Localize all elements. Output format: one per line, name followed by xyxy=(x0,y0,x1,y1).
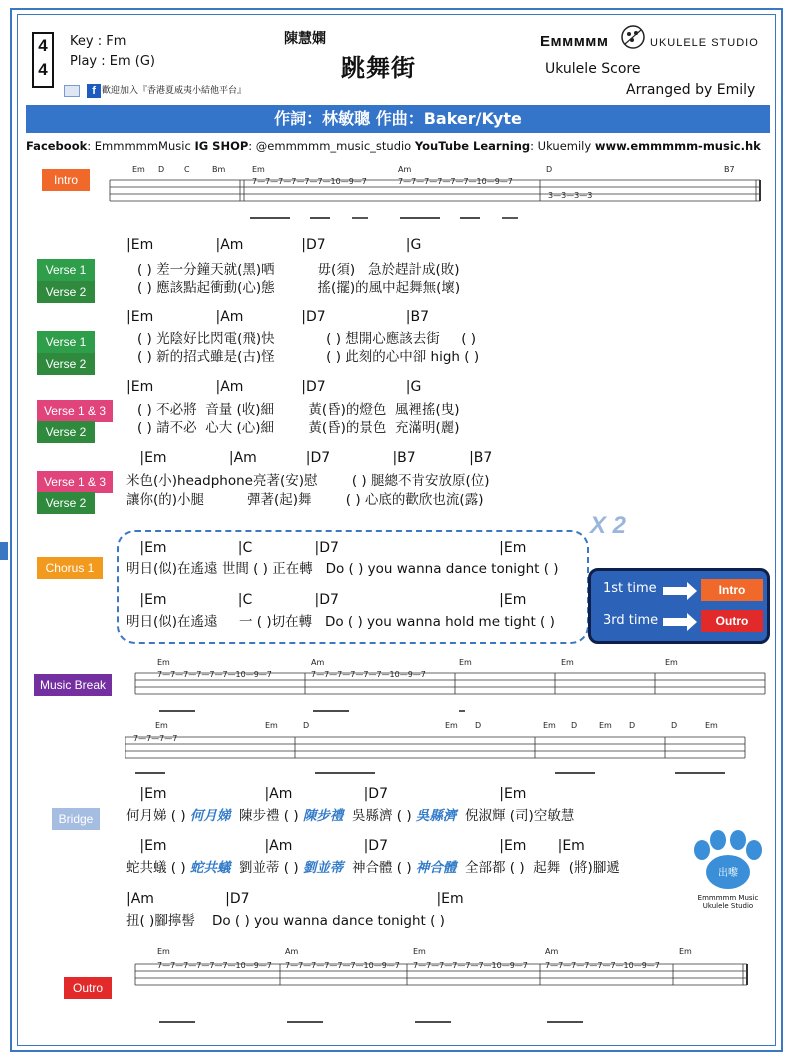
artist-name: 陳慧嫻 xyxy=(284,31,326,47)
verse2-label: Verse 2 xyxy=(37,353,95,375)
tab-run: 7—7—7—7—7—7—10—9—7 xyxy=(413,961,528,970)
tab-chord: Bm xyxy=(212,165,226,174)
bridge-b-line xyxy=(126,856,620,876)
intro-label: Intro xyxy=(42,169,90,191)
intro-jump-button[interactable]: Intro xyxy=(701,579,763,601)
verse2-label: Verse 2 xyxy=(37,421,95,443)
bridge-b-text: 蛇共蟻 ( ) xyxy=(126,860,190,876)
bridge-a-text: 吳縣濟 ( ) xyxy=(343,808,416,824)
tab-chord: D xyxy=(303,721,310,730)
tab-chord: Am xyxy=(285,947,299,956)
tab-chord: Em xyxy=(265,721,278,730)
tab-run: 7—7—7—7 xyxy=(133,734,178,743)
verse-d-line2: 讓你(的)小腿 彈著(起)舞 ( ) 心底的歡欣也流(露) xyxy=(126,492,484,508)
verse1-label: Verse 1 xyxy=(37,259,95,281)
bridge-a-chords: |Em |Am |D7 |Em xyxy=(126,786,527,802)
ukulele-score-label: Ukulele Score xyxy=(545,61,641,77)
bridge-a-text: 陳步禮 ( ) xyxy=(230,808,303,824)
time-signature xyxy=(32,32,54,88)
time-sig-bottom: 4 xyxy=(38,60,48,79)
verse-b-line1: ( ) 光陰好比閃電(飛)快 ( ) 想開心應該去街 ( ) xyxy=(137,331,477,347)
bridge-c-line: 扭( )腳擰髻 Do ( ) you wanna dance tonight ( ) xyxy=(126,913,445,929)
bridge-c-chords: |Am |D7 |Em xyxy=(126,891,464,907)
outro-label: Outro xyxy=(64,977,112,999)
tab-run: 7—7—7—7—7—7—10—9—7 xyxy=(157,670,272,679)
verse-a-line1: ( ) 差一分鐘天就(黑)哂 毋(須) 急於趕計成(敗) xyxy=(137,262,460,278)
verse-c-chords: |Em |Am |D7 |G xyxy=(126,379,422,395)
bridge-a-text: 倪淑輝 (司)空敏慧 xyxy=(456,808,575,824)
ukulele-logo-icon xyxy=(620,24,646,54)
key-label: Key : Fm xyxy=(70,34,127,49)
first-time-label: 1st time xyxy=(603,581,657,596)
tab-chord: B7 xyxy=(724,165,735,174)
verse-a-line2: ( ) 應該點起衝動(心)態 搖(擺)的風中起舞無(壞) xyxy=(137,280,461,296)
verse13-label: Verse 1 & 3 xyxy=(37,400,113,422)
tab-chord: Em xyxy=(543,721,556,730)
verse1-label: Verse 1 xyxy=(37,331,95,353)
verse-a-chords: |Em |Am |D7 |G xyxy=(126,237,422,253)
time-sig-top: 4 xyxy=(38,36,48,55)
brand-studio: UKULELE STUDIO xyxy=(650,37,759,49)
music-break-label: Music Break xyxy=(34,674,112,696)
verse2-label: Verse 2 xyxy=(37,281,95,303)
paw-studio: Ukulele Studio xyxy=(702,902,754,910)
tab-chord: Em xyxy=(599,721,612,730)
chorus-a-line: 明日(似)在遙遠 世間 ( ) 正在轉 Do ( ) you wanna dance tonight ( ) xyxy=(126,561,559,577)
verse-d-chords: |Em |Am |D7 |B7 |B7 xyxy=(126,450,493,466)
intro-tab-staff xyxy=(100,160,770,228)
ig-value[interactable]: : @emmmmm_music_studio xyxy=(248,139,415,153)
fb-label: Facebook xyxy=(26,139,88,153)
bridge-b-text: 神合體 ( ) xyxy=(343,860,416,876)
bridge-a-line xyxy=(126,804,574,824)
website-link[interactable]: www.emmmmm-music.hk xyxy=(594,139,761,153)
bridge-a-name: 吳縣濟 xyxy=(415,808,457,824)
verse13-label: Verse 1 & 3 xyxy=(37,471,113,493)
verse-c-line2: ( ) 請不必 心大 (心)細 黃(昏)的景色 充滿明(麗) xyxy=(137,420,460,436)
tab-chord: Em xyxy=(157,658,170,667)
tab-run: 7—7—7—7—7—7—10—9—7 xyxy=(252,177,367,186)
paw-brand: Emmmmm Music xyxy=(697,894,759,902)
bridge-label: Bridge xyxy=(52,808,100,830)
verse-b-chords: |Em |Am |D7 |B7 xyxy=(126,309,430,325)
tab-chord: Em xyxy=(459,658,472,667)
tab-run: 7—7—7—7—7—7—10—9—7 xyxy=(285,961,400,970)
tab-chord: D xyxy=(158,165,165,174)
tab-run: 3—3—3—3 xyxy=(548,191,593,200)
chorus-b-chords: |Em |C |D7 |Em xyxy=(126,592,527,608)
side-tab-marker xyxy=(0,542,8,560)
bridge-a-name: 陳步禮 xyxy=(302,808,344,824)
verse-c-line1: ( ) 不必將 音量 (收)細 黃(昏)的燈色 風裡搖(曳) xyxy=(137,402,460,418)
join-group-text: 歡迎加入『香港夏威夷小結他平台』 xyxy=(102,86,247,96)
verse2-label: Verse 2 xyxy=(37,492,95,514)
bridge-b-name: 蛇共蟻 xyxy=(189,860,231,876)
brand-name: Eᴍᴍᴍᴍᴍ xyxy=(540,33,609,50)
third-time-label: 3rd time xyxy=(603,613,659,628)
tab-chord: Em xyxy=(679,947,692,956)
verse-b-line2: ( ) 新的招式雖是(古)怪 ( ) 此刻的心中卻 high ( ) xyxy=(137,349,480,365)
paw-text: 出嚟 xyxy=(718,868,738,879)
social-icons xyxy=(64,80,103,99)
music-break-tab-staff xyxy=(125,655,770,777)
arranged-by: Arranged by Emily xyxy=(626,82,756,98)
tab-chord: Em xyxy=(445,721,458,730)
bridge-a-name: 何月娣 xyxy=(189,808,231,824)
tab-run: 7—7—7—7—7—7—10—9—7 xyxy=(398,177,513,186)
arrow-right-icon xyxy=(663,618,689,626)
contact-info xyxy=(26,139,761,153)
bridge-b-chords: |Em |Am |D7 |Em |Em xyxy=(126,838,585,854)
song-title: 跳舞街 xyxy=(341,54,416,82)
paw-icon xyxy=(688,830,768,890)
tab-chord: Em xyxy=(157,947,170,956)
tab-chord: Em xyxy=(132,165,145,174)
tab-chord: Em xyxy=(705,721,718,730)
chorus-a-chords: |Em |C |D7 |Em xyxy=(126,540,527,556)
play-label: Play : Em (G) xyxy=(70,54,155,69)
repeat-navigation-box xyxy=(588,568,770,644)
ig-label: IG SHOP xyxy=(194,139,249,153)
chorus1-label: Chorus 1 xyxy=(37,557,103,579)
tab-chord: Am xyxy=(311,658,325,667)
tab-chord: Em xyxy=(413,947,426,956)
bridge-b-text: 劉並蒂 ( ) xyxy=(230,860,303,876)
repeat-x2: X 2 xyxy=(590,512,627,539)
tab-chord: Em xyxy=(561,658,574,667)
bridge-b-name: 劉並蒂 xyxy=(302,860,344,876)
tab-chord: D xyxy=(571,721,578,730)
tab-chord: Em xyxy=(155,721,168,730)
outro-jump-button[interactable]: Outro xyxy=(701,610,763,632)
verse-d-line1: 米色(小)headphone亮著(安)慰 ( ) 腿總不肯安放原(位) xyxy=(126,473,490,489)
tab-chord: D xyxy=(546,165,553,174)
fb-value[interactable]: : EmmmmmMusic xyxy=(87,139,195,153)
tab-run: 7—7—7—7—7—7—10—9—7 xyxy=(311,670,426,679)
bridge-b-text: 全部都 ( ) 起舞 (將)腳遞 xyxy=(456,860,620,876)
bridge-b-name: 神合體 xyxy=(415,860,457,876)
group-logo-icon xyxy=(64,85,80,97)
paw-logo xyxy=(688,830,768,918)
tab-chord: C xyxy=(184,165,190,174)
tab-chord: Em xyxy=(665,658,678,667)
tab-run: 7—7—7—7—7—7—10—9—7 xyxy=(545,961,660,970)
arrow-right-icon xyxy=(663,587,689,595)
tab-chord: D xyxy=(671,721,678,730)
tab-chord: Am xyxy=(398,165,412,174)
tab-chord: D xyxy=(475,721,482,730)
outro-tab-staff xyxy=(125,942,765,1028)
tab-chord: Am xyxy=(545,947,559,956)
chorus-b-line: 明日(似)在遙遠 一 ( )切在轉 Do ( ) you wanna hold me tight ( ) xyxy=(126,614,555,630)
yt-value[interactable]: : Ukuemily xyxy=(530,139,595,153)
yt-label: YouTube Learning xyxy=(414,139,531,153)
tab-run: 7—7—7—7—7—7—10—9—7 xyxy=(157,961,272,970)
tab-chord: Em xyxy=(252,165,265,174)
credits-banner: 作詞：林敏聰 作曲：Baker/Kyte xyxy=(26,105,770,133)
facebook-icon[interactable]: f xyxy=(87,84,101,98)
tab-chord: D xyxy=(629,721,636,730)
bridge-a-text: 何月娣 ( ) xyxy=(126,808,190,824)
